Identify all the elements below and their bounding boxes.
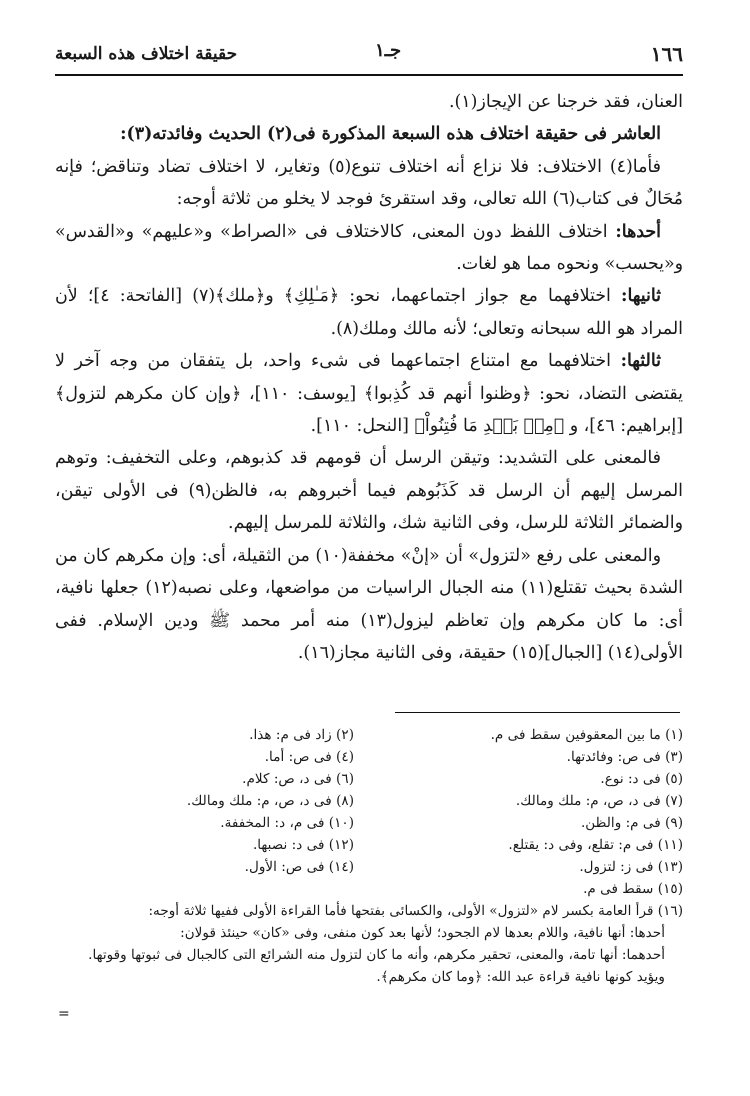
footnote: (١٤) فى ص: الأول. bbox=[244, 859, 354, 875]
paragraph-4: أحدها: اختلاف اللفظ دون المعنى، كالاختلاف فى «الصراط» و«عليهم» و«القدس» و«يحسب» ونحوه مما هو لغات. bbox=[55, 221, 683, 275]
main-text bbox=[55, 86, 683, 669]
footnote: (١٥) سقط فى م. bbox=[583, 881, 683, 897]
footnote-grid bbox=[55, 724, 683, 900]
page-number: ١٦٦ bbox=[650, 42, 683, 66]
footnote: (٦) فى د، ص: كلام. bbox=[242, 771, 354, 787]
footnote-16 bbox=[55, 900, 683, 988]
page-header bbox=[55, 34, 683, 76]
footnote: (٣) فى ص: وفائدتها. bbox=[566, 749, 683, 765]
footnote: (١٣) فى ز: لتزول. bbox=[579, 859, 683, 875]
paragraph-3: فأما(٤) الاختلاف: فلا نزاع أنه اختلاف تنوع(٥) وتغاير، لا اختلاف تضاد وتناقض؛ فإنه مُحَالٌ فى كتاب(٦) الله تعالى، وقد استقرئ فوجد لا يخلو من ثلاثة أوجه: bbox=[55, 156, 683, 210]
footnote: (٧) فى د، ص، م: ملك ومالك. bbox=[515, 793, 683, 809]
footnote: (١١) فى م: تقلع، وفى د: يقتلع. bbox=[508, 837, 683, 853]
footnote: (٨) فى د، ص، م: ملك ومالك. bbox=[186, 793, 354, 809]
footnote: (١٢) فى د: نصبها. bbox=[252, 837, 354, 853]
footnote-16-line: (١٦) قرأ العامة بكسر لام «لتزول» الأولى، والكسائى بفتحها فأما القراءة الأولى ففيها ثلاثة أوجه: bbox=[148, 903, 683, 919]
volume-label: جـ١ bbox=[375, 40, 402, 61]
paragraph-7: فالمعنى على التشديد: وتيقن الرسل أن قومهم قد كذبوهم، وعلى التخفيف: وتوهم المرسل إليهم أن الرسل قد كَذَبُوهم فيما أخبروهم به، فالظن(٩) فى الأولى تيقن، والضمائر الثلاثة للرسل، وفى الثانية شك، والثلاثة للمرسل إليهم. bbox=[55, 448, 683, 534]
margin-mark: = bbox=[58, 1006, 70, 1022]
running-title: حقيقة اختلاف هذه السبعة bbox=[55, 44, 238, 64]
footnote-empty bbox=[55, 878, 354, 900]
paragraph-6: ثالثها: اختلافهما مع امتناع اجتماعهما فى شىء واحد، بل يتفقان من وجه آخر لا يقتضى التضاد، نحو: ﴿وظنوا أنهم قد كُذِبوا﴾ [يوسف: ١١٠]، ﴿وإن كان مكرهم لتزول﴾ [إبراهيم: ٤٦]، و ﴿مِنۢ بَعۡدِ مَا فُتِنُواْ﴾ [النحل: ١١٠]. bbox=[55, 351, 683, 437]
paragraph-5: ثانيها: اختلافهما مع جواز اجتماعهما، نحو: ﴿مَـٰلِكِ﴾ و﴿ملك﴾(٧) [الفاتحة: ٤]؛ لأن المراد هو الله سبحانه وتعالى؛ لأنه مالك وملك(٨). bbox=[55, 286, 683, 339]
label-second: ثانيها: bbox=[621, 286, 661, 307]
footnote-16-line: ويؤيد كونها نافية قراءة عبد الله: ﴿وما كان مكرهم﴾. bbox=[376, 969, 665, 985]
footnote: (١٠) فى م، د: المخففة. bbox=[220, 815, 354, 831]
footnote-rule bbox=[395, 712, 680, 713]
footnotes bbox=[55, 724, 683, 988]
paragraph-1: العنان، فقد خرجنا عن الإيجاز(١). bbox=[448, 92, 683, 112]
paragraph-8: والمعنى على رفع «لتزول» أن «إنْ» مخففة(١٠) من الثقيلة، أى: وإن مكرهم كان من الشدة بحيث تقتلع(١١) منه الجبال الراسيات من مواضعها، وعلى نصبه(١٢) جعلها نافية، أى: ما كان مكرهم وإن تعاظم ليزول(١٣) منه أمر محمد ﷺ ودين الإسلام. ففى الأولى(١٤) [الجبال](١٥) حقيقة، وفى الثانية مجاز(١٦). bbox=[55, 545, 683, 663]
label-third: ثالثها: bbox=[620, 351, 661, 372]
footnote: (٥) فى د: نوع. bbox=[600, 771, 683, 787]
footnote: (٩) فى م: والظن. bbox=[580, 815, 683, 831]
section-heading: العاشر فى حقيقة اختلاف هذه السبعة المذكورة فى(٢) الحديث وفائدته(٣): bbox=[120, 124, 661, 145]
footnote: (٢) زاد فى م: هذا. bbox=[249, 727, 354, 743]
footnote-16-line: أحدهما: أنها تامة، والمعنى، تحقير مكرهم، وأنه ما كان لتزول منه الشرائع التى كالجبال فى ثبوتها وقوتها. bbox=[88, 947, 665, 963]
footnote: (١) ما بين المعقوفين سقط فى م. bbox=[490, 727, 683, 743]
footnote: (٤) فى ص: أما. bbox=[264, 749, 354, 765]
label-first: أحدها: bbox=[615, 221, 661, 242]
footnote-16-line: أحدها: أنها نافية، واللام بعدها لام الجحود؛ لأنها بعد كون منفى، وفى «كان» حينئذ قولان: bbox=[180, 925, 665, 941]
